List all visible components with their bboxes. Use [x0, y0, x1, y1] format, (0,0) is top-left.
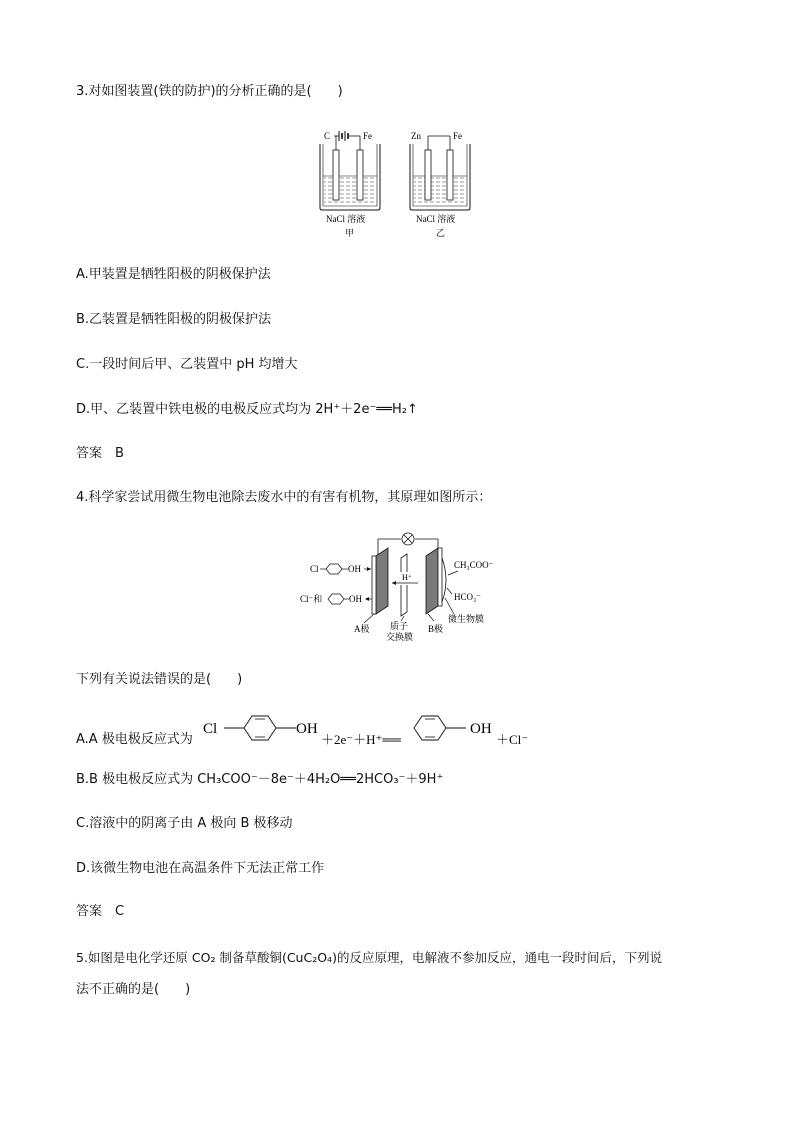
beaker-yi: [410, 131, 470, 238]
electrode-a-label: A极: [354, 624, 370, 634]
formula-tail: ＋Cl⁻: [496, 732, 529, 747]
q4-option-c: C.溶液中的阴离子由 A 极向 B 极移动: [76, 816, 293, 831]
q3-figure: [310, 124, 480, 242]
q3-option-c: C.一段时间后甲、乙装置中 pH 均增大: [76, 357, 298, 372]
electrode-fe-label: Fe: [363, 131, 372, 141]
beaker-jia: [320, 131, 380, 238]
formula-middle: ＋2e⁻＋H⁺══: [321, 732, 401, 747]
q5-stem-line1: 5.如图是电化学还原 CO₂ 制备草酸铜(CuC₂O₄)的反应原理，电解液不参加反应，通电一段时间后，下列说: [76, 950, 662, 965]
cl-ion-and: Cl⁻和: [300, 594, 323, 604]
q4-option-a-formula: [202, 712, 542, 748]
q3-answer: 答案 B: [76, 446, 124, 461]
q4-option-a-prefix: A.A 极电极反应式为: [76, 732, 193, 747]
solution-label-jia: NaCl 溶液: [326, 214, 366, 224]
q4-answer: 答案 C: [76, 904, 125, 919]
q3-option-d: D.甲、乙装置中铁电极的电极反应式均为 2H⁺＋2e⁻══H₂↑: [76, 402, 418, 417]
benzene-ring-icon: [326, 564, 342, 574]
bicarbonate-label: HCO₃⁻: [454, 592, 481, 602]
biofilm-curve: [442, 558, 446, 602]
q3-stem: 3.对如图装置(铁的防护)的分析正确的是( ): [76, 84, 343, 99]
solution-label-yi: NaCl 溶液: [416, 214, 456, 224]
formula-oh: OH: [296, 721, 318, 737]
q4-question: 下列有关说法错误的是( ): [76, 672, 243, 687]
q4-stem: 4.科学家尝试用微生物电池除去废水中的有害有机物，其原理如图所示：: [76, 490, 492, 505]
q4-option-d: D.该微生物电池在高温条件下无法正常工作: [76, 861, 325, 876]
chlorophenol-oh: OH: [348, 564, 361, 574]
phenol-oh: OH: [349, 594, 362, 604]
electrode-fe2-label: Fe: [453, 131, 462, 141]
proton-label: H⁺: [402, 573, 412, 582]
q4-option-b: B.B 极电极反应式为 CH₃COO⁻－8e⁻＋4H₂O══2HCO₃⁻＋9H⁺: [76, 772, 444, 787]
membrane-label-2: 交换膜: [386, 632, 414, 642]
electrode-zn-label: Zn: [411, 131, 421, 141]
q3-option-a: A.甲装置是牺牲阳极的阴极保护法: [76, 267, 271, 282]
electrode-c-label: C: [324, 131, 331, 141]
benzene-ring-icon: [328, 594, 344, 604]
benzene-ring-icon: [244, 716, 276, 740]
bulb-icon: [402, 533, 414, 545]
electrode-b: [426, 548, 438, 614]
electrode-a: [376, 548, 388, 614]
electrode-b-label: B极: [428, 624, 444, 634]
q4-figure: [298, 528, 508, 646]
formula-oh2: OH: [470, 721, 492, 737]
biofilm-label: 微生物膜: [448, 614, 485, 624]
acetate-label: CH₃COO⁻: [454, 560, 494, 570]
beaker-label-jia: 甲: [345, 228, 355, 238]
membrane-label-1: 质子: [390, 621, 409, 631]
beaker-label-yi: 乙: [436, 228, 446, 238]
formula-cl: Cl: [203, 721, 218, 737]
benzene-ring-icon: [414, 716, 446, 740]
q3-option-b: B.乙装置是牺牲阳极的阴极保护法: [76, 312, 272, 327]
chlorophenol-cl: Cl: [310, 564, 319, 574]
q5-stem-line2: 法不正确的是( ): [76, 982, 191, 997]
